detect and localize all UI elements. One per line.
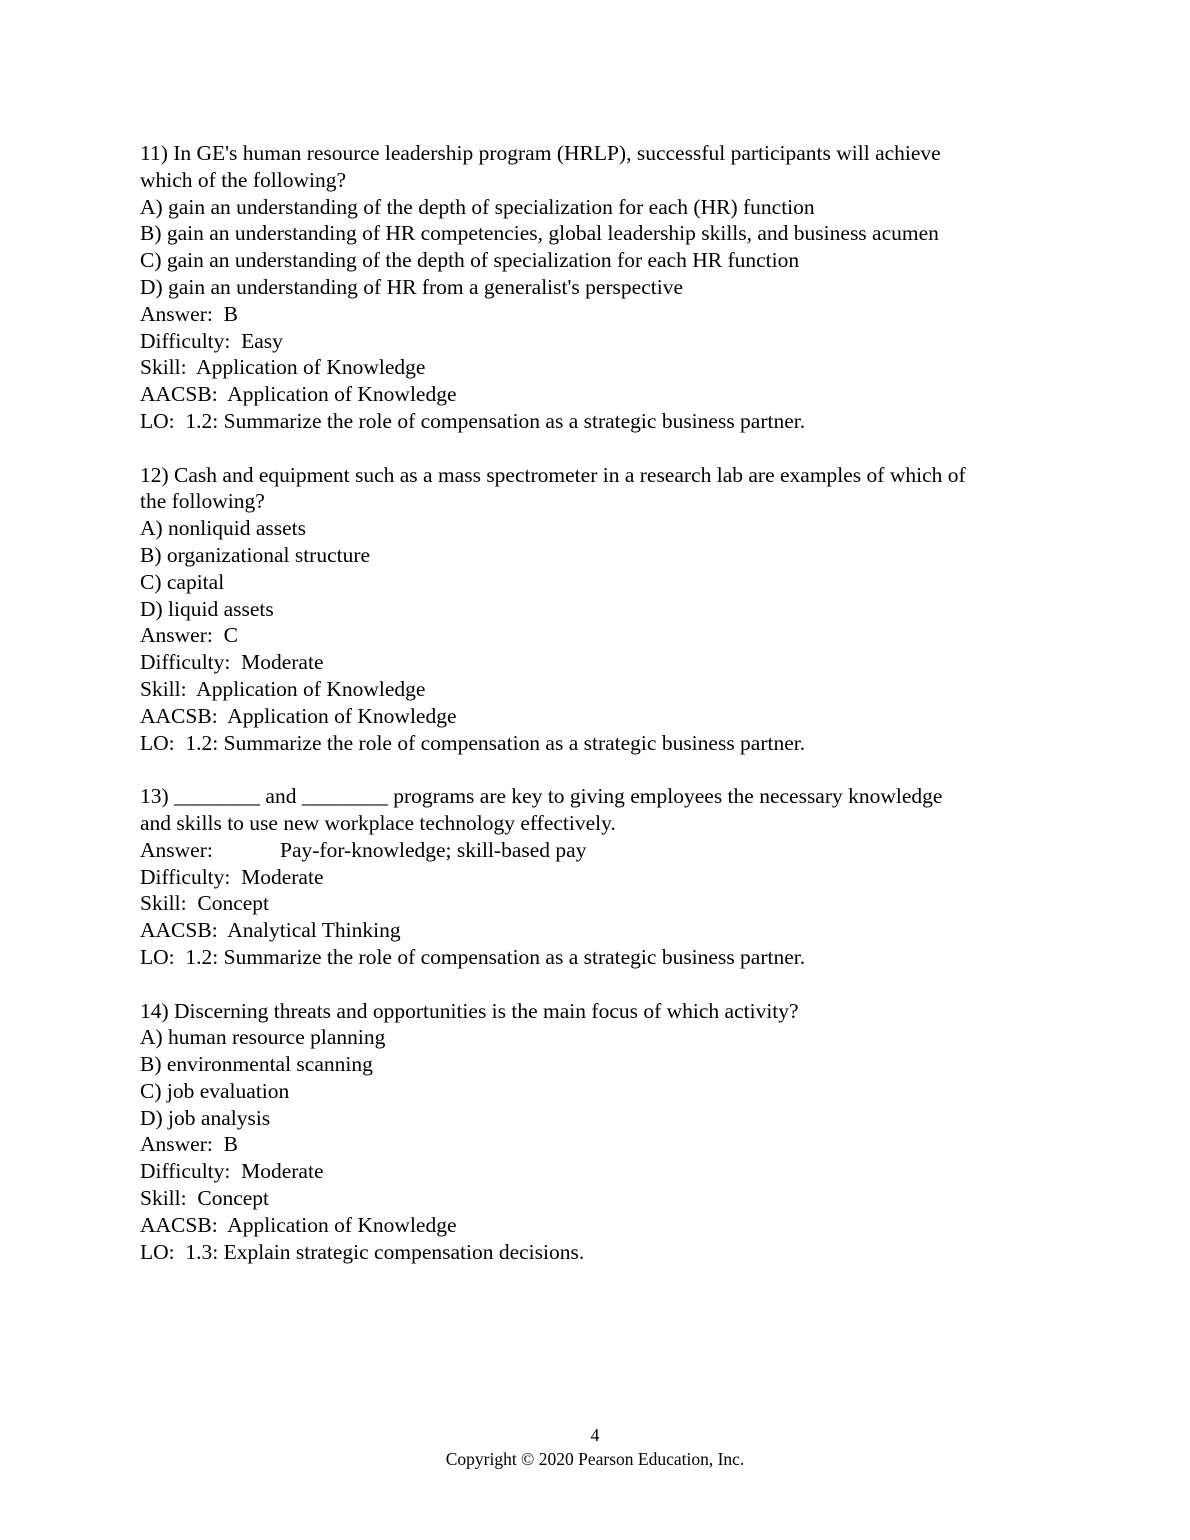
skill-line: Skill: Concept: [140, 1186, 269, 1211]
aacsb-line: AACSB: Application of Knowledge: [140, 1212, 457, 1237]
option-a: A) gain an understanding of the depth of specialization for each (HR) function: [140, 194, 815, 219]
page-footer: [0, 1423, 1190, 1471]
answer-label: Answer:: [140, 837, 213, 862]
option-b: B) environmental scanning: [140, 1052, 373, 1077]
difficulty-line: Difficulty: Easy: [140, 328, 283, 353]
difficulty-line: Difficulty: Moderate: [140, 864, 324, 889]
option-c: C) gain an understanding of the depth of specialization for each HR function: [140, 248, 800, 273]
question-stem-line: 12) Cash and equipment such as a mass spectrometer in a research lab are examples of which of: [140, 462, 966, 487]
question-stem-line: and skills to use new workplace technology effectively.: [140, 810, 616, 835]
aacsb-line: AACSB: Analytical Thinking: [140, 918, 401, 943]
page-content: [140, 140, 1050, 1292]
skill-line: Skill: Application of Knowledge: [140, 355, 426, 380]
question-stem-line: 11) In GE's human resource leadership program (HRLP), successful participants will achieve: [140, 141, 941, 165]
answer-line: Answer: B: [140, 1132, 238, 1157]
option-d: D) liquid assets: [140, 596, 274, 621]
option-c: C) job evaluation: [140, 1078, 290, 1103]
answer-line: [140, 837, 1050, 864]
difficulty-line: Difficulty: Moderate: [140, 1159, 324, 1184]
answer-text: Pay-for-knowledge; skill-based pay: [280, 837, 587, 862]
learning-objective-line: LO: 1.2: Summarize the role of compensation as a strategic business partner.: [140, 944, 806, 969]
question-stem-line: which of the following?: [140, 167, 346, 192]
aacsb-line: AACSB: Application of Knowledge: [140, 703, 457, 728]
learning-objective-line: LO: 1.3: Explain strategic compensation decisions.: [140, 1239, 585, 1264]
question-12: [140, 462, 1050, 757]
question-stem-line: 13) ________ and ________ programs are key to giving employees the necessary knowledge: [140, 784, 943, 809]
option-d: D) gain an understanding of HR from a generalist's perspective: [140, 274, 684, 299]
question-11: [140, 140, 1050, 435]
skill-line: Skill: Application of Knowledge: [140, 676, 426, 701]
option-a: A) nonliquid assets: [140, 516, 307, 541]
answer-line: Answer: C: [140, 623, 238, 648]
question-stem-line: the following?: [140, 489, 265, 514]
option-d: D) job analysis: [140, 1105, 271, 1130]
aacsb-line: AACSB: Application of Knowledge: [140, 382, 457, 407]
option-b: B) gain an understanding of HR competencies, global leadership skills, and business acumen: [140, 221, 939, 246]
learning-objective-line: LO: 1.2: Summarize the role of compensation as a strategic business partner.: [140, 730, 806, 755]
skill-line: Skill: Concept: [140, 891, 269, 916]
option-c: C) capital: [140, 569, 225, 594]
difficulty-line: Difficulty: Moderate: [140, 650, 324, 675]
option-b: B) organizational structure: [140, 542, 371, 567]
copyright-notice: Copyright © 2020 Pearson Education, Inc.: [445, 1449, 745, 1469]
learning-objective-line: LO: 1.2: Summarize the role of compensation as a strategic business partner.: [140, 408, 806, 433]
answer-line: Answer: B: [140, 301, 238, 326]
option-a: A) human resource planning: [140, 1025, 386, 1050]
question-14: [140, 998, 1050, 1266]
question-13: [140, 783, 1050, 971]
question-stem-line: 14) Discerning threats and opportunities is the main focus of which activity?: [140, 998, 799, 1023]
page-number: 4: [590, 1425, 600, 1445]
